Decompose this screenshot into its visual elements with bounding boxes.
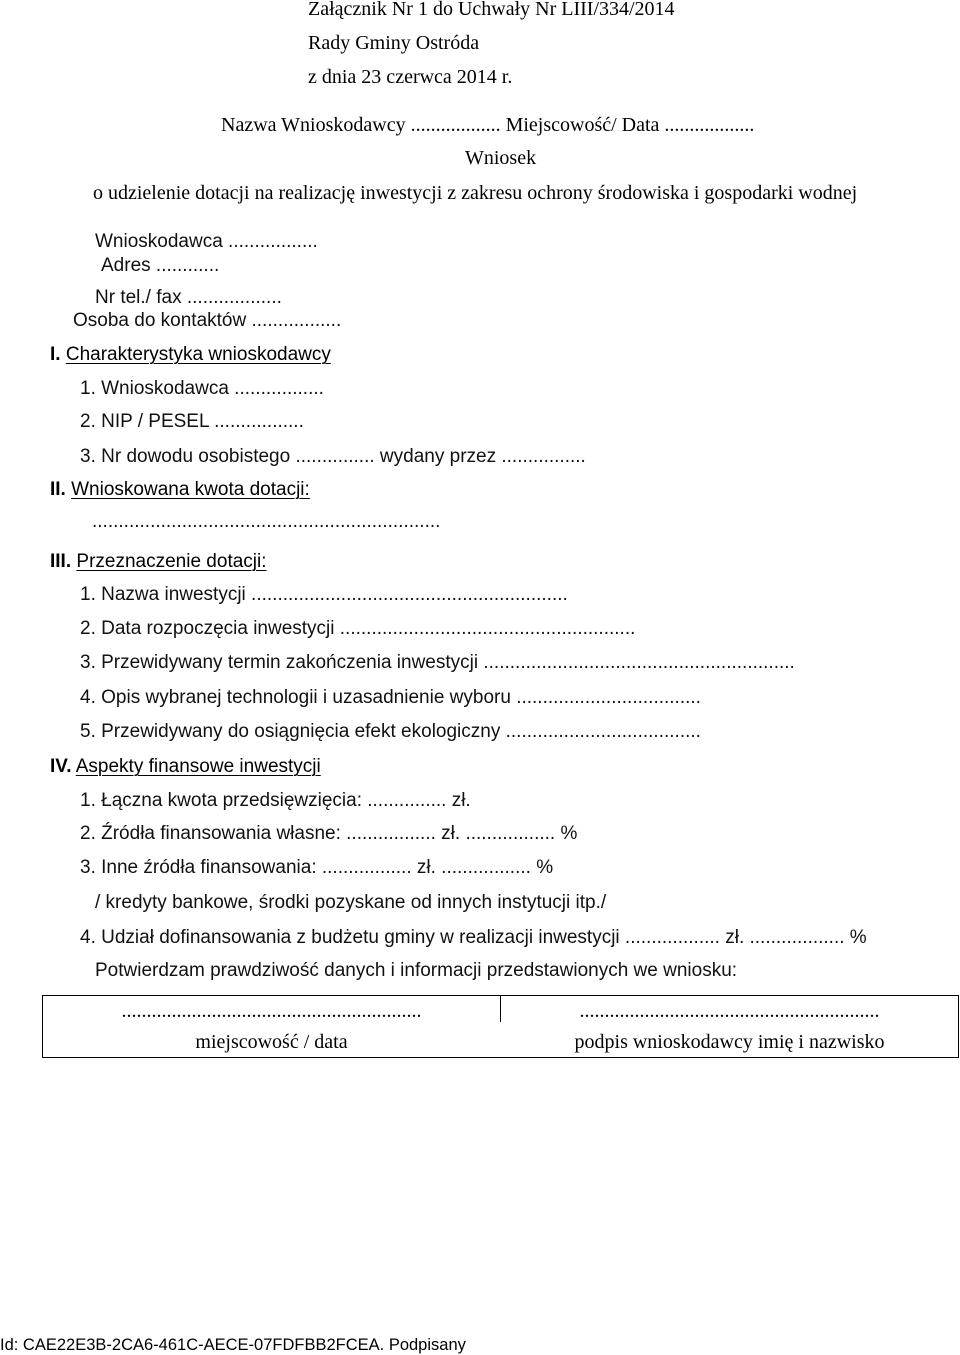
section-title: Charakterystyka wnioskodawcy [65, 344, 331, 365]
form-field-line: 4. Udział dofinansowania z budżetu gminy w realizacji inwestycji .................. zł. .................. % [80, 927, 867, 948]
contact-field-contact-person: Osoba do kontaktów ................. [73, 310, 342, 331]
confirmation-statement: Potwierdzam prawdziwość danych i informacji przedstawionych we wniosku: [95, 960, 738, 981]
section-title: Aspekty finansowe inwestycji [75, 756, 321, 777]
council-line: Rady Gminy Ostróda [308, 32, 480, 54]
attachment-line: Załącznik Nr 1 do Uchwały Nr LIII/334/2014 [308, 0, 675, 20]
form-field-line: 1. Łączna kwota przedsięwzięcia: ............... zł. [80, 790, 471, 811]
funding-sources-note: / kredyty bankowe, środki pozyskane od innych instytucji itp./ [95, 892, 607, 913]
form-field-line: 3. Inne źródła finansowania: ................. zł. ................. % [80, 857, 554, 878]
form-field-line: 1. Wnioskodawca ................. [80, 378, 324, 399]
document-title: Wniosek [465, 147, 537, 169]
place-date-label: miejscowość / data [195, 1031, 348, 1053]
section-heading-2 [50, 478, 310, 501]
signature-dotted-line: ............................................................ [579, 1000, 880, 1022]
section-heading-1 [50, 343, 331, 366]
form-field-line: 4. Opis wybranej technologii i uzasadnienie wyboru ................................... [80, 687, 701, 708]
section-number: II. [50, 479, 66, 500]
signature-cell [501, 996, 958, 1057]
document-id-footer: Id: CAE22E3B-2CA6-461C-AECE-07FDFBB2FCEA. Podpisany [0, 1336, 466, 1354]
section-number: I. [50, 344, 61, 365]
section-number: IV. [50, 756, 72, 777]
resolution-date-line: z dnia 23 czerwca 2014 r. [308, 66, 513, 88]
section-heading-4 [50, 755, 321, 778]
form-field-line: 3. Nr dowodu osobistego ............... wydany przez ................ [80, 446, 586, 467]
applicant-place-date-line: Nazwa Wnioskodawcy .................. Miejscowość/ Data .................. [221, 114, 755, 136]
document-subtitle: o udzielenie dotacji na realizację inwestycji z zakresu ochrony środowiska i gospodarki wodnej [93, 182, 858, 204]
amount-dotted-line: .................................................................. [92, 511, 441, 532]
section-title: Wnioskowana kwota dotacji: [71, 479, 310, 500]
form-field-line: 2. Data rozpoczęcia inwestycji ........................................................ [80, 618, 636, 639]
form-field-line: 5. Przewidywany do osiągnięcia efekt ekologiczny ..................................... [80, 721, 701, 742]
section-number: III. [50, 551, 72, 572]
place-date-dotted-line: ............................................................ [121, 1000, 422, 1022]
contact-field-phone-fax: Nr tel./ fax .................. [95, 287, 282, 308]
form-field-line: 1. Nazwa inwestycji ............................................................ [80, 584, 568, 605]
section-heading-3 [50, 550, 267, 573]
signature-table [42, 995, 959, 1058]
contact-field-address: Adres ............ [101, 255, 220, 276]
section-title: Przeznaczenie dotacji: [76, 551, 267, 572]
signature-label: podpis wnioskodawcy imię i nazwisko [574, 1031, 885, 1053]
form-field-line: 2. NIP / PESEL ................. [80, 411, 304, 432]
form-field-line: 3. Przewidywany termin zakończenia inwestycji ........................................................... [80, 652, 795, 673]
contact-field-applicant: Wnioskodawca ................. [95, 231, 318, 252]
place-date-cell [43, 996, 500, 1057]
form-field-line: 2. Źródła finansowania własne: ................. zł. ................. % [80, 823, 578, 844]
